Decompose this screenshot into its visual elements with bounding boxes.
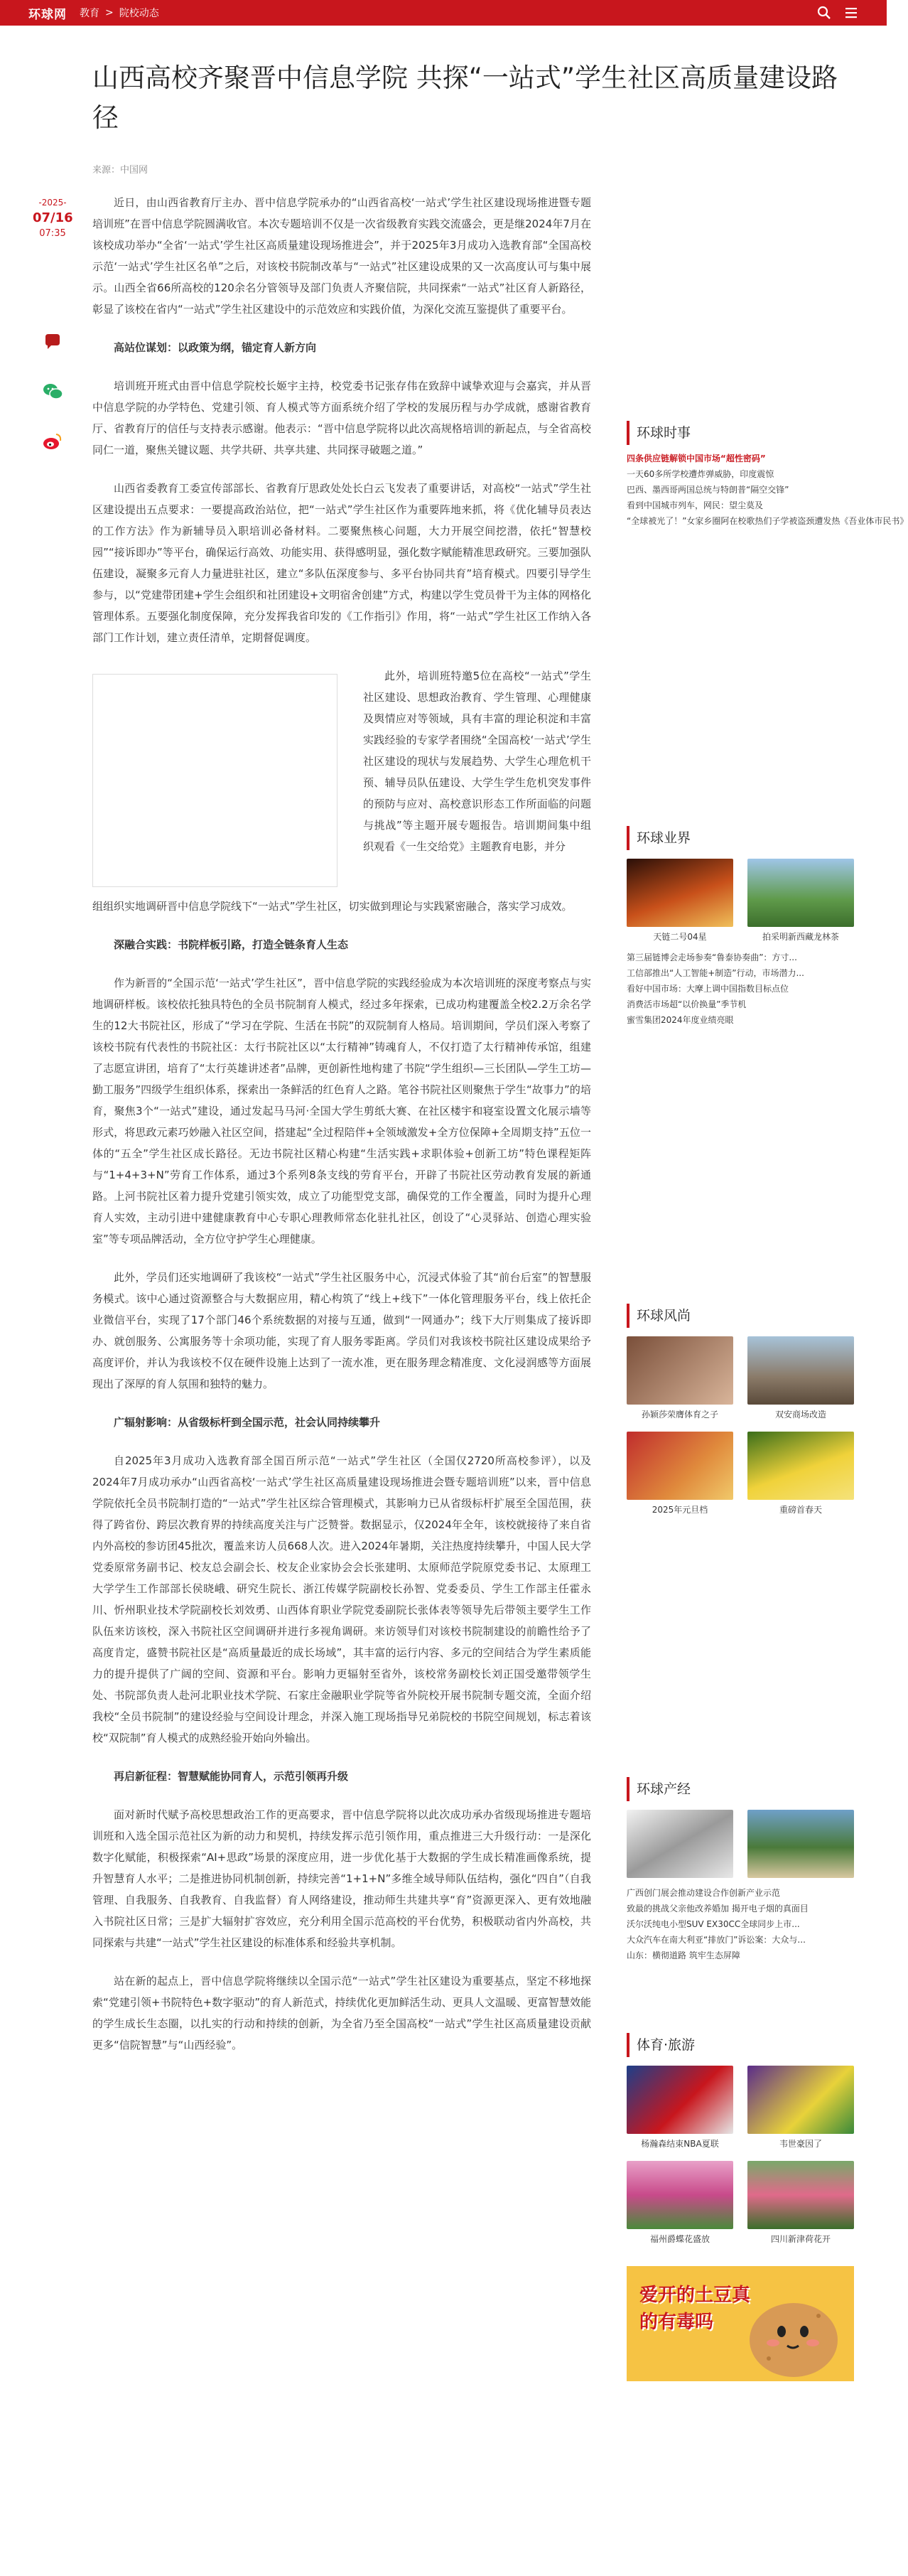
article-section-heading: 高站位谋划：以政策为纲，锚定育人新方向 — [114, 341, 317, 354]
breadcrumb — [80, 6, 159, 20]
article-paragraph: 山西省委教育工委宣传部部长、省教育厅思政处处长白云飞发表了重要讲话，对高校“一站式”学生社区建设提出五点要求：一要提高政治站位，把“一站式”学生社区作为重要阵地来抓，将《优化辅导员表达的工作方法》作为新辅导员入职培训必备材料。二要聚焦核心问题，大力开展空间挖潜，依托“智慧校园”“接诉即办”等平台，确保运行高效、功能实用、获得感明显，强化数字赋能精准思政研究。三要加强队伍建设，凝聚多元育人力量进驻社区，建立“多队伍深度参与、多平台协同共育”培育模式。四要引导学生参与，以“党建带团建+学生会组织和社团建设+文明宿舍创建”方式，构建以学生党员骨干为主体的网格化管理体系。五要强化制度保障，充分发挥我省印发的《工作指引》作用，将“一站式”学生社区工作纳入各部门工作计划，建立责任清单，定期督促调度。 — [92, 482, 591, 644]
sidebar-photo-tile[interactable] — [627, 859, 733, 944]
sidebar-economy — [627, 1777, 854, 1963]
sidebar-photo-tile[interactable] — [627, 1432, 733, 1517]
photo-thumbnail — [627, 2066, 733, 2134]
sidebar-news-link[interactable]: 致最的挑战父亲他改养婚加 揭开电子烟的真面目 — [627, 1904, 809, 1914]
article-paragraph: 面对新时代赋予高校思想政治工作的更高要求，晋中信息学院将以此次成功承办省级现场推进专题培训班和入选全国示范社区为新的动力和契机，持续发挥示范引领作用，重点推进三大升级行动：一是深化数字化赋能，积极探索“AI+思政”场景的深度应用，进一步优化基于大数据的学生成长精准画像系统，提升智慧育人水平；二是推进协同机制创新，持续完善“1+1+N”多维全域导师队伍结构，强化“四自”（自我管理、自我服务、自我教育、自我监督）育人网络建设，推动师生共建共享“育”资源更深入、更有效地融入书院社区日常；三是扩大辐射扩容效应，充分利用全国示范高校的平台优势，积极联动省内外高校，共同探索与共建“一站式”学生社区建设的标准体系和经验共享机制。 — [92, 1808, 591, 1949]
weibo-icon[interactable] — [41, 430, 64, 453]
sidebar-section-title: 体育·旅游 — [627, 2033, 854, 2057]
article-paragraph: 作为新晋的“全国示范‘一站式’学生社区”，晋中信息学院的实践经验成为本次培训班的深度考察点与实地调研样板。该校依托独具特色的全员书院制育人模式，经过多年探索，已成功构建覆盖全校2.2万余名学生的12大书院社区，形成了“学习在学院、生活在书院”的双院制育人格局。培训期间，学员们深入考察了该校书院有代表性的书院社区：太行书院社区以“太行精神”铸魂育人，不仅打造了太行精神传承馆，组建了志愿宣讲团，培育了“太行英雄讲述者”品牌，更创新性地构建了书院“学生组织—三长团队—学生工坊—勤工服务”四级学生组织体系，探索出一条鲜活的红色育人之路。笔谷书院社区则聚焦于学生“故事力”的培育，聚焦3个“一站式”建设，通过发起马马河·全国大学生剪纸大赛、在社区楼宇和寝室设置文化展示墙等形式，将思政元素巧妙融入社区空间，搭建起“全过程陪伴+全领域激发+全方位保障+全周期支持”五位一体的“五全”学生社区成长路径。无边书院社区精心构建“生活实践+求职体验+创新工坊”特色课程矩阵与“1+4+3+N”劳育工作体系，通过3个系列8条支线的劳育平台，开辟了书院社区劳动教育发展的新通路。上河书院社区着力提升党建引领实效，成立了功能型党支部，确保党的工作全覆盖，同时为提升心理育人实效，主动引进中建健康教育中心专职心理教师常态化驻扎社区，创设了“心灵驿站、创造心理实验室”等专项品牌活动，全方位守护学生心理健康。 — [92, 977, 591, 1245]
sidebar-world-news — [627, 421, 908, 529]
sidebar-news-link[interactable]: 消费活市场超“以价换量”季节机 — [627, 999, 747, 1009]
article-paragraph: 此外，学员们还实地调研了我该校“一站式”学生社区服务中心，沉浸式体验了其“前台后室”的智慧服务模式。该中心通过资源整合与大数据应用，精心构筑了“线上+线下”一体化管理服务平台，线上依托企业微信平台，实现了17个部门46个系统数据的对接与互通，做到“一网通办”；线下大厅则集成了接诉即办、就创服务、公寓服务等十余项功能，实现了育人服务零距离。学员们对我该校书院社区建设成果给予高度评价，并认为我该校不仅在硬件设施上达到了一流水准，更在服务理念精准度、文化浸润感等方面展现出了深厚的育人氛围和独特的魅力。 — [92, 1271, 591, 1390]
article-body — [92, 192, 591, 2073]
photo-thumbnail — [747, 1810, 854, 1878]
search-icon[interactable] — [817, 6, 831, 20]
photo-caption: 拍采明新西藏龙林茶 — [762, 932, 839, 942]
sidebar-sports-travel — [627, 2033, 854, 2246]
ad-headline: 爱开的土豆真的有毒吗 — [639, 2285, 751, 2333]
photo-caption: 韦世豪因了 — [779, 2139, 822, 2149]
sidebar-photo-tile[interactable] — [747, 2161, 854, 2246]
sidebar-section-title: 环球风尚 — [627, 1304, 854, 1328]
article-section-heading: 深融合实践：书院样板引路，打造全链条育人生态 — [114, 938, 349, 951]
photo-thumbnail — [747, 2161, 854, 2229]
article-title: 山西高校齐聚晋中信息学院 共探“一站式”学生社区高质量建设路径 — [92, 63, 838, 133]
photo-caption: 2025年元旦档 — [652, 1505, 708, 1515]
sidebar-photo-tile[interactable] — [747, 2066, 854, 2151]
article-paragraph: 站在新的起点上，晋中信息学院将继续以全国示范“一站式”学生社区建设为重要基点，坚定不移地探索“党建引领+书院特色+数字驱动”的育人新范式，持续优化更加鲜活生动、更具人文温暖、更富智慧效能的学生成长生态圈，以扎实的行动和持续的创新，为全省乃至全国高校“一站式”学生社区高质量建设贡献更多“信院智慧”与“山西经验”。 — [92, 1975, 591, 2051]
sidebar-news-link[interactable]: 广西创门展会推动建设合作创新产业示范 — [627, 1888, 781, 1898]
sidebar-news-link[interactable]: 山东：横彻道路 筑牢生态屏障 — [627, 1950, 740, 1960]
sidebar-photo-tile[interactable] — [747, 1810, 854, 1878]
sidebar-section-title: 环球时事 — [627, 421, 854, 445]
publish-time: 07:35 — [39, 228, 66, 239]
sidebar-photo-tile[interactable] — [627, 1336, 733, 1422]
site-logo[interactable]: 环球网 — [28, 7, 67, 22]
photo-caption: 天链二号04星 — [653, 932, 707, 942]
sidebar-news-link[interactable]: “全球被光了！”女家乡圈阿在校歌热们子学被盗颈遭发热《吾业体市民书》 — [627, 516, 908, 526]
sidebar-photo-tile[interactable] — [627, 2066, 733, 2151]
sidebar-news-link[interactable]: 一天60多所学校遭炸弹威胁，印度震惊 — [627, 469, 774, 479]
photo-thumbnail — [747, 859, 854, 927]
photo-caption: 福州爵蝶花盛放 — [649, 2234, 710, 2244]
photo-thumbnail — [627, 1810, 733, 1878]
publish-month-day: 07/16 — [33, 210, 73, 225]
sidebar-ad-banner[interactable] — [627, 2266, 854, 2381]
sidebar-news-link[interactable]: 工信部推出“人工智能+制造”行动，市场潜力... — [627, 968, 804, 978]
photo-thumbnail — [627, 1336, 733, 1405]
article-paragraph: 自2025年3月成功入选教育部全国百所示范“一站式”学生社区（全国仅2720所高校参评），以及2024年7月成功承办“山西省高校‘一站式’学生社区高质量建设现场推进会暨专题培训班”以来，晋中信息学院依托全员书院制打造的“一站式”学生社区综合管理模式，其影响力已从省级标杆扩展至全国范围，获得了跨省份、跨层次教育界的持续高度关注与广泛赞誉。数据显示，仅2024年全年，该校就接待了来自省内外高校的参访团45批次，覆盖来访人员668人次。进入2024年暑期，关注热度持续攀升，中国人民大学党委原常务副书记、校友总会副会长、校友企业家协会会长张建明、太原师范学院原党委书记、太原理工大学学生工作部部长侯晓峨、研究生院长、浙江传媒学院副校长孙智、党委委员、学生工作部主任霍永川、忻州职业技术学院副校长刘效勇、山西体育职业学院党委副院长张体表等领导先后带领主要学生工作队伍来访该校，深入书院社区空间调研并进行多视角调研。来访领导们对该校书院制建设的前瞻性给予了高度肯定，盛赞书院社区是“高质量最近的成长场域”，其丰富的运行内容、多元的空间结合为学生素质能力的提升提供了广阔的空间、资源和平台。影响力更辐射至省外，该校常务副校长刘正国受邀带领学生处、书院部负责人赴河北职业技术学院、石家庄金融职业学院等省外院校开展书院制专题交流，全面介绍我校“全员书院制”的建设经验与空间设计理念，并深入施工现场指导兄弟院校的书院空间规划，标志着该校“双院制”育人模式的成熟经验开始向外输出。 — [92, 1454, 591, 1744]
article-image-placeholder — [92, 674, 337, 887]
photo-thumbnail — [747, 1336, 854, 1405]
article-paragraph: 近日，由山西省教育厅主办、晋中信息学院承办的“山西省高校‘一站式’学生社区建设现场推进暨专题培训班”在晋中信息学院圆满收官。本次专题培训不仅是一次省级教育实践交流盛会，更是继2024年7月在该校成功举办“全省‘一站式’学生社区高质量建设现场推进会”，并于2025年3月成功入选教育部“全国高校示范‘一站式’学生社区名单”之后，对该校书院制改革与“一站式”社区建设成果的又一次高度认可与集中展示。山西全省66所高校的120余名分管领导及部门负责人齐聚信院，共同探索“一站式”社区育人新路径，彰显了该校在省内“一站式”学生社区建设中的示范效应和实践价值，为深化交流互鉴提供了重要平台。 — [92, 196, 591, 316]
top-navbar — [0, 0, 887, 26]
photo-caption: 四川新津荷花开 — [770, 2234, 831, 2244]
comment-icon[interactable] — [41, 331, 64, 353]
photo-thumbnail — [627, 859, 733, 927]
photo-caption: 杨瀚森结束NBA夏联 — [641, 2139, 719, 2149]
article-paragraph: 此外，培训班特邀5位在高校“一站式”学生社区建设、思想政治教育、学生管理、心理健康及舆情应对等领域，具有丰富的理论积淀和丰富实践经验的专家学者围绕“全国高校‘一站式’学生社区建设的现状与发展趋势、大学生心理危机干预、辅导员队伍建设、大学生学生危机突发事件的预防与应对、高校意识形态工作所面临的问题与挑战”等主题开展专题报告。培训期间集中组织观看《一生交给党》主题教育电影，并分 — [363, 670, 591, 853]
sidebar-news-link[interactable]: 第三届链博会走场参奏“鲁泰协奏曲”：方寸... — [627, 952, 797, 962]
sidebar-news-link[interactable]: 蜜雪集团2024年度业绩亮眼 — [627, 1015, 734, 1025]
sidebar-photo-tile[interactable] — [747, 859, 854, 944]
breadcrumb-education[interactable]: 教育 — [80, 8, 99, 19]
sidebar-news-link[interactable]: 四条供应链解锁中国市场“超性密码” — [627, 454, 766, 463]
article-paragraph: 组组织实地调研晋中信息学院线下“一站式”学生社区，切实做到理论与实践紧密融合，落实学习成效。 — [92, 900, 573, 913]
article-section-heading: 再启新征程：智慧赋能协同育人，示范引领再升级 — [114, 1770, 349, 1783]
sidebar-news-link[interactable]: 巴西、墨西哥两国总统与特朗普“隔空交锋” — [627, 485, 789, 495]
sidebar-photo-tile[interactable] — [627, 1810, 733, 1878]
photo-thumbnail — [627, 1432, 733, 1500]
sidebar-section-title: 环球业界 — [627, 826, 854, 850]
photo-caption: 重磅首春天 — [779, 1505, 822, 1515]
photo-caption: 孙颖莎荣膺体育之子 — [641, 1410, 718, 1420]
photo-caption: 双安商场改造 — [774, 1410, 826, 1420]
publish-date — [33, 198, 72, 239]
breadcrumb-separator: > — [105, 7, 114, 18]
article-section-heading: 广辐射影响：从省级标杆到全国示范，社会认同持续攀升 — [114, 1416, 381, 1429]
sidebar-section-title: 环球产经 — [627, 1777, 854, 1801]
publish-year: -2025- — [38, 198, 67, 208]
article-source: 来源：中国网 — [92, 165, 148, 176]
wechat-icon[interactable] — [41, 380, 64, 403]
photo-thumbnail — [747, 1432, 854, 1500]
breadcrumb-campus-news[interactable]: 院校动态 — [119, 8, 159, 19]
photo-thumbnail — [627, 2161, 733, 2229]
article-paragraph: 培训班开班式由晋中信息学院校长姬宇主持，校党委书记张存伟在致辞中诚挚欢迎与会嘉宾，并从晋中信息学院的办学特色、党建引领、育人模式等方面系统介绍了学校的发展历程与办学成就，感谢省教育厅、省教育厅的信任与支持表示感谢。他表示：“晋中信息学院将以此次高规格培训的新起点，与全省高校同仁一道，聚焦关键议题、共学共研、共享共建、共同探寻破题之道。” — [92, 380, 591, 456]
menu-icon[interactable] — [844, 6, 858, 20]
sidebar-photo-tile[interactable] — [627, 2161, 733, 2246]
sidebar-news-link[interactable]: 看好中国市场：大摩上调中国指数目标点位 — [627, 984, 789, 994]
sidebar-photo-tile[interactable] — [747, 1432, 854, 1517]
sidebar-fashion — [627, 1304, 854, 1517]
sidebar-photo-tile[interactable] — [747, 1336, 854, 1422]
sidebar-news-link[interactable]: 沃尔沃纯电小型SUV EX30CC全球同步上市... — [627, 1919, 800, 1929]
sidebar-news-link[interactable]: 看到中国城市列车，网民：望尘莫及 — [627, 500, 764, 510]
sidebar-industry — [627, 826, 854, 1028]
sidebar-news-link[interactable]: 大众汽车在南大利亚“排放门”诉讼案：大众与... — [627, 1935, 806, 1945]
photo-thumbnail — [747, 2066, 854, 2134]
